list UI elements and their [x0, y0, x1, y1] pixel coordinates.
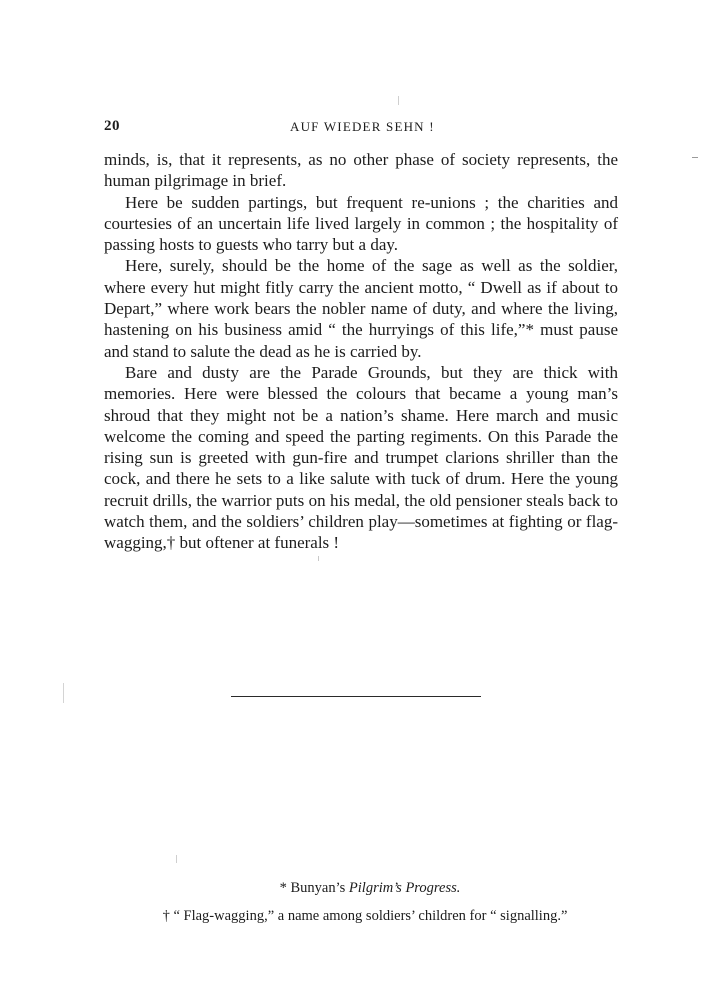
scan-speck [318, 556, 319, 561]
scan-speck [398, 96, 399, 105]
footnote-prefix: * Bunyan’s [279, 880, 349, 896]
paragraph: Bare and dusty are the Parade Grounds, but they are thick with memories. Here were blessed the colours that became a young man’s shroud that they might not be a nation’s shame. Here march and music welcome the coming and speed the parting regiments. On this Parade the rising sun is greeted with gun-fire and trumpet clarions shriller than the cock, and there he sets to a like salute with tuck of drum. Here the young recruit drills, the warrior puts on his medal, the old pensioner steals back to watch them, and the soldiers’ children play—sometimes at fighting or flag-wagging,† but oftener at funerals ! [104, 362, 618, 553]
paragraph: Here, surely, should be the home of the sage as well as the soldier, where every hut might fitly carry the ancient motto, “ Dwell as if about to Depart,” where work bears the nobler name of duty, and where the living, hastening on his business amid “ the hurryings of this life,”* must pause and stand to salute the dead as he is carried by. [104, 256, 618, 361]
paragraph: Here be sudden partings, but frequent re-unions ; the charities and courtesies of an uncertain life lived largely in common ; the hospitality of passing hosts to guests who tarry but a day. [104, 192, 618, 255]
footnote-book-title: Pilgrim’s Progress. [348, 880, 461, 896]
scan-speck [692, 157, 698, 158]
footnote-bunyan [104, 874, 618, 902]
footnotes [104, 874, 618, 930]
scan-speck [63, 683, 64, 703]
body-text [104, 149, 618, 554]
scan-speck [176, 855, 177, 863]
page-number: 20 [104, 118, 120, 134]
section-divider-rule [231, 696, 481, 697]
paragraph: minds, is, that it represents, as no other phase of society represents, the human pilgrimage in brief. [104, 150, 618, 191]
footnote-flag-wagging: † “ Flag-wagging,” a name among soldiers’ children for “ signalling.” [162, 908, 568, 924]
running-title: AUF WIEDER SEHN ! [290, 119, 435, 134]
page-header [104, 118, 618, 140]
